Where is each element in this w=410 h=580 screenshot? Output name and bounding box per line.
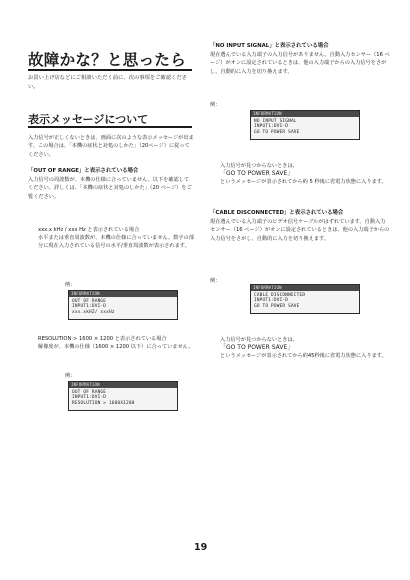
after-text: 入力信号が見つからないときは、	[220, 337, 298, 343]
item1-body: 水平または垂直周波数が、本機の仕様に合っていません。数字の部分に現在入力されている信号の水平/垂直周波数が表示されます。	[38, 235, 194, 250]
osd-line: CABLE DISCONNECTED	[254, 293, 306, 298]
osd-out-of-range-resolution	[68, 381, 178, 411]
after-text: 入力信号が見つからないときは、	[220, 163, 298, 169]
osd-title-bar: INFORMATION	[251, 285, 359, 291]
item2-heading: RESOLUTION > 1600 × 1200 と表示されている場合	[38, 336, 167, 342]
osd-title-bar: INFORMATION	[251, 111, 359, 117]
example-label: 例：	[210, 278, 221, 284]
page-intro: お買い上げ店などにご相談いただく前に、次の事項をご確認ください。	[28, 75, 187, 90]
after-text: というメッセージが表示されてから約45秒後に省電力状態に入ります。	[220, 353, 387, 360]
osd-line: INPUT1:DVI-D	[72, 395, 107, 401]
osd-no-input-signal	[250, 110, 360, 140]
page-number: 19	[194, 542, 208, 553]
osd-line: NO INPUT SIGNAL	[254, 119, 297, 124]
out-of-range-item2	[38, 335, 194, 351]
cable-heading: 「CABLE DISCONNECTED」と表示されている場合	[210, 210, 344, 216]
section-title: 表示メッセージについて	[28, 113, 149, 126]
section-intro: 入力信号が正しくないときは、画面に次のような表示メッセージが出ます。この場合は、「本機の症状と対処のしかた」（20ページ）に従ってください。	[28, 135, 194, 158]
after-message: 「GO TO POWER SAVE」	[220, 344, 294, 352]
page-title: 故障かな？と思ったら	[28, 51, 187, 69]
osd-title-bar: INFORMATION	[69, 382, 177, 388]
osd-cable-disconnected	[250, 284, 360, 314]
after-text: というメッセージが表示されてから約 5 秒後に省電力状態に入ります。	[220, 179, 387, 186]
example-label: 例：	[65, 373, 76, 379]
item2-body: 解像度が、本機の仕様（1600 × 1200 以下）に合っていません。	[38, 344, 194, 351]
cable-after	[220, 336, 390, 361]
osd-line: GO TO POWER SAVE	[254, 303, 300, 309]
osd-out-of-range-frequency	[68, 290, 178, 320]
item1-heading: xxx.x kHz / xxx Hz と表示されている場合	[38, 227, 140, 233]
osd-line: INPUT1:DVI-D	[254, 298, 289, 304]
out-of-range-item1	[38, 226, 194, 251]
osd-line: OUT OF RANGE	[72, 390, 107, 395]
cable-body: 現在選んでいる入力端子のビデオ信号ケーブルがはずれています。自動入力センサー（16 ページ）がオンに設定されているときは、他の入力端子からの入力信号をさがし、自動的に入力を切り換えます。	[210, 219, 390, 242]
title-rule	[28, 69, 192, 71]
osd-line: RESOLUTION > 1600X1200	[72, 400, 135, 406]
osd-line: INPUT1:DVI-D	[254, 124, 289, 130]
section-rule	[28, 126, 192, 128]
after-message: 「GO TO POWER SAVE」	[220, 170, 294, 178]
osd-line: INPUT1:DVI-D	[72, 304, 107, 310]
out-of-range-body: 入力信号の周波数が、本機の仕様に合っていません。以下を確認してください。詳しくは、「本機の症状と対処のしかた」（20 ページ）をご覧ください。	[28, 177, 192, 200]
out-of-range-heading: 「OUT OF RANGE」と表示されている場合	[28, 168, 139, 174]
no-input-heading: 「NO INPUT SIGNAL」と表示されている場合	[210, 43, 329, 49]
no-input-after	[220, 162, 390, 187]
example-label: 例：	[65, 282, 76, 288]
osd-line: GO TO POWER SAVE	[254, 129, 300, 135]
example-label: 例：	[210, 102, 221, 108]
osd-line: xxx.xkHZ/ xxxHz	[72, 309, 115, 315]
osd-line: OUT OF RANGE	[72, 299, 107, 304]
osd-title-bar: INFORMATION	[69, 291, 177, 297]
no-input-body: 現在選んでいる入力端子の入力信号がありません。自動入力センサー（16 ページ）がオンに設定されているときは、他の入力端子からの入力信号をさがし、自動的に入力を切り換えます。	[210, 52, 390, 75]
